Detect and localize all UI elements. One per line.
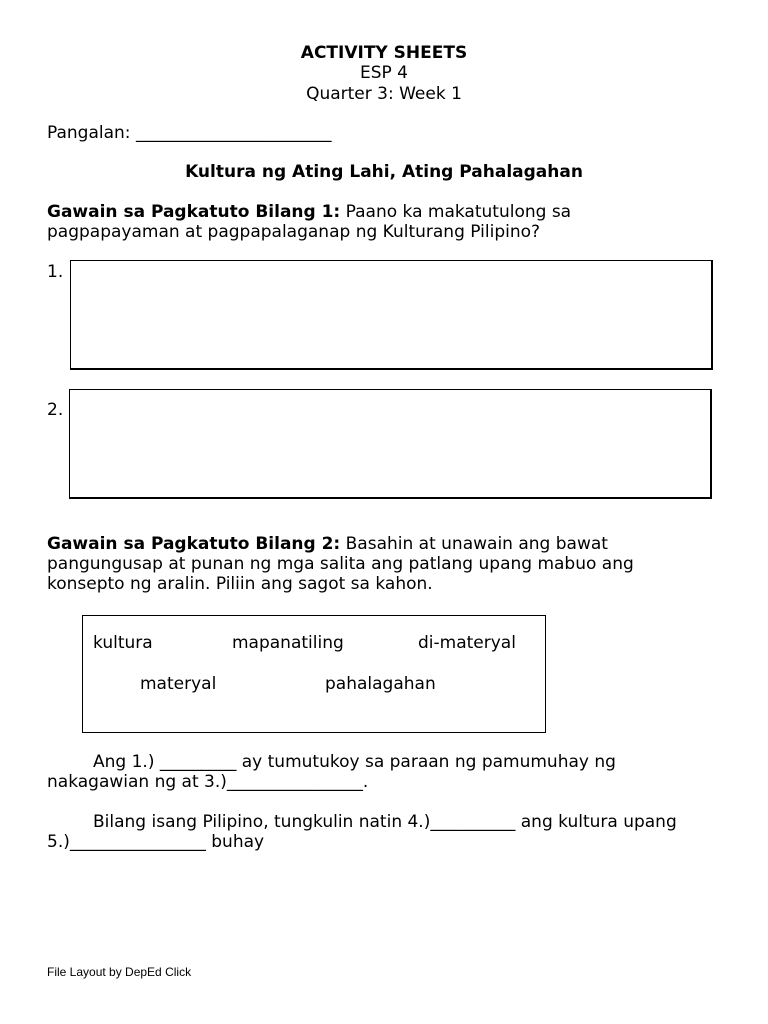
word-bank-item: materyal [140,674,217,694]
item1-number: 1. [47,262,64,282]
activity2-prompt-part3: konsepto ng aralin. Piliin ang sagot sa kahon. [47,574,433,594]
subject-label: ESP 4 [359,63,408,83]
sentence-1 [47,752,737,792]
activity1-instructions [47,202,737,242]
answer-box-2[interactable] [69,389,712,499]
activity1-label: Gawain sa Pagkatuto Bilang 1: [47,202,341,222]
word-bank-item: kultura [93,633,153,653]
word-bank-box [82,615,546,733]
activity2-prompt-part2: pangungusap at punan ng mga salita ang patlang upang mabuo ang [47,554,634,574]
word-bank-item: mapanatiling [232,633,344,653]
activity1-prompt-part2: pagpapayaman at pagpapalaganap ng Kulturang Pilipino? [47,222,541,242]
lesson-title: Kultura ng Ating Lahi, Ating Pahalagahan [185,162,583,182]
name-field [47,123,331,143]
answer-box-1[interactable] [70,260,713,370]
item2-number: 2. [47,400,64,420]
activity1-prompt-part1: Paano ka makatutulong sa [345,202,572,222]
name-label: Pangalan: [47,123,131,143]
activity2-label: Gawain sa Pagkatuto Bilang 2: [47,534,341,554]
sentence1-line2: nakagawian ng at 3.)________________. [47,772,369,792]
activity2-instructions [47,534,737,594]
name-blank[interactable]: _______________________ [135,123,332,143]
activity1-line1 [47,202,737,222]
footer-credit: File Layout by DepEd Click [47,965,192,979]
quarter-label: Quarter 3: Week 1 [306,84,462,104]
activity2-line1 [47,534,737,554]
word-bank-item: di-materyal [418,633,516,653]
sentence1-line1: Ang 1.) _________ ay tumutukoy sa paraan ng pamumuhay ng [93,752,616,772]
word-bank-item: pahalagahan [325,674,436,694]
sentence2-line2: 5.)________________ buhay [47,832,265,852]
activity2-prompt-part1: Basahin at unawain ang bawat [345,534,608,554]
document-title: ACTIVITY SHEETS [300,43,468,63]
sentence-2 [47,812,737,852]
sentence2-line1: Bilang isang Pilipino, tungkulin natin 4.)__________ ang kultura upang [93,812,677,832]
